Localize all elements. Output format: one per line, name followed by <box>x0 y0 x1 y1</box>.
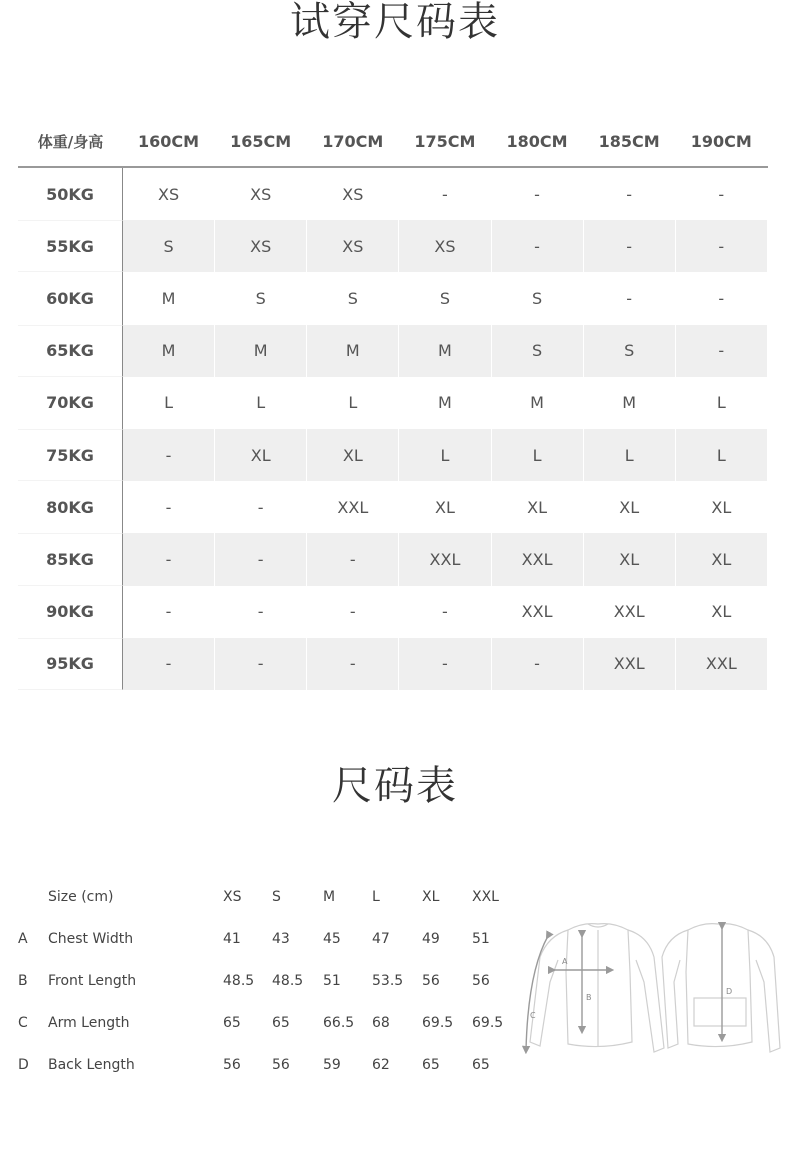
size-header: XL <box>422 889 440 905</box>
fit-table-body <box>18 168 768 690</box>
fit-size-cell: S <box>123 220 215 272</box>
height-header: 175CM <box>399 116 491 166</box>
fit-size-cell: L <box>676 429 768 481</box>
height-header: 180CM <box>492 116 584 166</box>
measurement-value: 45 <box>323 931 341 947</box>
measurement-letter: A <box>18 931 28 947</box>
jacket-back-icon <box>662 924 780 1052</box>
weight-label: 60KG <box>18 272 123 324</box>
measurement-value: 56 <box>472 973 490 989</box>
fit-size-cell: L <box>676 377 768 429</box>
fit-size-cell: XXL <box>399 533 491 585</box>
fit-size-cell: L <box>123 377 215 429</box>
fit-size-cell: - <box>676 325 768 377</box>
fit-size-cell: - <box>215 533 307 585</box>
fit-size-cell: - <box>123 481 215 533</box>
fit-size-cell: M <box>307 325 399 377</box>
measurement-value: 62 <box>372 1057 390 1073</box>
fit-size-cell: - <box>123 586 215 638</box>
measurement-value: 47 <box>372 931 390 947</box>
fit-size-cell: S <box>584 325 676 377</box>
fit-size-cell: L <box>307 377 399 429</box>
fit-size-cell: XL <box>676 586 768 638</box>
fit-size-cell: M <box>399 377 491 429</box>
measurement-value: 56 <box>272 1057 290 1073</box>
fit-size-cell: - <box>676 272 768 324</box>
fit-size-cell: M <box>215 325 307 377</box>
fit-size-cell: - <box>307 586 399 638</box>
fit-size-cell: - <box>492 638 584 690</box>
weight-label: 70KG <box>18 377 123 429</box>
fit-size-cell: M <box>492 377 584 429</box>
fit-size-cell: XL <box>584 533 676 585</box>
size-header: S <box>272 889 281 905</box>
fit-size-cell: S <box>307 272 399 324</box>
fit-size-cell: XXL <box>676 638 768 690</box>
measurement-value: 56 <box>422 973 440 989</box>
fit-size-cell: L <box>492 429 584 481</box>
measurement-name: Arm Length <box>48 1015 130 1031</box>
fit-size-cell: S <box>492 272 584 324</box>
fit-size-cell: - <box>492 168 584 220</box>
measurement-name: Back Length <box>48 1057 135 1073</box>
fit-size-cell: M <box>123 272 215 324</box>
measurement-name: Front Length <box>48 973 137 989</box>
fit-size-cell: XL <box>676 533 768 585</box>
fit-table-row <box>18 168 768 220</box>
fit-size-cell: M <box>584 377 676 429</box>
measurement-value: 59 <box>323 1057 341 1073</box>
fit-size-cell: XS <box>307 168 399 220</box>
fit-table-row <box>18 220 768 272</box>
measurement-value: 48.5 <box>223 973 255 989</box>
fit-size-cell: - <box>399 586 491 638</box>
weight-label: 55KG <box>18 220 123 272</box>
fit-size-cell: XL <box>399 481 491 533</box>
fit-size-cell: L <box>215 377 307 429</box>
fit-table-row <box>18 638 768 690</box>
label-b: B <box>586 993 592 1002</box>
measurement-value: 51 <box>472 931 490 947</box>
fit-table-row <box>18 586 768 638</box>
fit-size-cell: - <box>676 220 768 272</box>
fit-table-row <box>18 429 768 481</box>
size-header: XS <box>223 889 242 905</box>
size-chart-row <box>18 1044 518 1086</box>
jacket-diagram-svg <box>518 912 790 1092</box>
size-chart-body <box>18 918 518 1086</box>
measurement-value: 49 <box>422 931 440 947</box>
height-header: 190CM <box>676 116 768 166</box>
fit-table-corner-label: 体重/身高 <box>37 132 104 151</box>
fit-chart-title: 试穿尺码表 <box>290 0 500 45</box>
height-header: 160CM <box>123 116 215 166</box>
fit-size-cell: - <box>215 481 307 533</box>
measurement-value: 51 <box>323 973 341 989</box>
height-header: 170CM <box>307 116 399 166</box>
size-header: XXL <box>472 889 499 905</box>
height-header: 185CM <box>584 116 676 166</box>
fit-size-cell: XXL <box>584 586 676 638</box>
measurement-value: 65 <box>472 1057 490 1073</box>
fit-size-cell: XL <box>215 429 307 481</box>
fit-size-cell: XL <box>584 481 676 533</box>
fit-size-cell: - <box>215 638 307 690</box>
size-chart-row <box>18 918 518 960</box>
weight-label: 95KG <box>18 638 123 690</box>
measurement-value: 69.5 <box>472 1015 504 1031</box>
fit-size-cell: XS <box>215 220 307 272</box>
fit-size-cell: XS <box>215 168 307 220</box>
fit-size-cell: - <box>584 220 676 272</box>
fit-size-cell: XXL <box>492 586 584 638</box>
fit-size-cell: S <box>492 325 584 377</box>
fit-size-cell: XXL <box>307 481 399 533</box>
weight-label: 65KG <box>18 325 123 377</box>
size-unit-label: Size (cm) <box>48 889 114 905</box>
fit-size-cell: XXL <box>492 533 584 585</box>
fit-size-cell: - <box>123 429 215 481</box>
fit-table-row <box>18 481 768 533</box>
size-chart-row <box>18 960 518 1002</box>
weight-label: 80KG <box>18 481 123 533</box>
fit-size-cell: XL <box>676 481 768 533</box>
fit-size-cell: - <box>123 533 215 585</box>
fit-size-cell: - <box>215 586 307 638</box>
size-chart-row <box>18 1002 518 1044</box>
measurement-name: Chest Width <box>48 931 134 947</box>
fit-size-cell: - <box>399 638 491 690</box>
fit-size-cell: - <box>676 168 768 220</box>
fit-table <box>18 116 768 690</box>
fit-size-cell: XXL <box>584 638 676 690</box>
fit-table-row <box>18 272 768 324</box>
weight-label: 50KG <box>18 168 123 220</box>
jacket-measurement-diagram <box>518 912 790 1092</box>
fit-size-cell: S <box>399 272 491 324</box>
fit-size-cell: XL <box>307 429 399 481</box>
size-chart <box>18 876 518 1086</box>
fit-table-row <box>18 325 768 377</box>
fit-size-cell: M <box>399 325 491 377</box>
measurement-value: 53.5 <box>372 973 404 989</box>
measurement-value: 65 <box>272 1015 290 1031</box>
size-chart-header-row <box>18 876 518 918</box>
label-c: C <box>530 1011 536 1020</box>
measurement-value: 65 <box>223 1015 241 1031</box>
fit-size-cell: - <box>492 220 584 272</box>
fit-size-cell: XS <box>307 220 399 272</box>
measurement-value: 41 <box>223 931 241 947</box>
fit-size-cell: M <box>123 325 215 377</box>
fit-size-cell: XL <box>492 481 584 533</box>
weight-label: 90KG <box>18 586 123 638</box>
height-header: 165CM <box>215 116 307 166</box>
fit-size-cell: - <box>123 638 215 690</box>
fit-table-header <box>18 116 768 168</box>
size-chart-title: 尺码表 <box>332 763 458 809</box>
fit-size-cell: - <box>307 638 399 690</box>
label-d: D <box>726 987 733 996</box>
measurement-letter: D <box>18 1057 29 1073</box>
fit-size-cell: - <box>307 533 399 585</box>
measurement-letter: B <box>18 973 28 989</box>
fit-size-cell: - <box>584 272 676 324</box>
measurement-value: 56 <box>223 1057 241 1073</box>
fit-size-cell: XS <box>399 220 491 272</box>
fit-table-row <box>18 533 768 585</box>
weight-label: 75KG <box>18 429 123 481</box>
fit-size-cell: L <box>399 429 491 481</box>
measurement-value: 69.5 <box>422 1015 454 1031</box>
measurement-value: 43 <box>272 931 290 947</box>
measurement-value: 48.5 <box>272 973 304 989</box>
fit-size-cell: S <box>215 272 307 324</box>
fit-table-row <box>18 377 768 429</box>
weight-label: 85KG <box>18 533 123 585</box>
measurement-value: 66.5 <box>323 1015 355 1031</box>
jacket-front-icon <box>530 924 664 1052</box>
label-a: A <box>562 957 568 966</box>
size-header: M <box>323 889 336 905</box>
measurement-value: 68 <box>372 1015 390 1031</box>
fit-size-cell: L <box>584 429 676 481</box>
size-header: L <box>372 889 380 905</box>
measurement-letter: C <box>18 1015 28 1031</box>
fit-size-cell: XS <box>123 168 215 220</box>
measurement-value: 65 <box>422 1057 440 1073</box>
fit-size-cell: - <box>584 168 676 220</box>
fit-size-cell: - <box>399 168 491 220</box>
